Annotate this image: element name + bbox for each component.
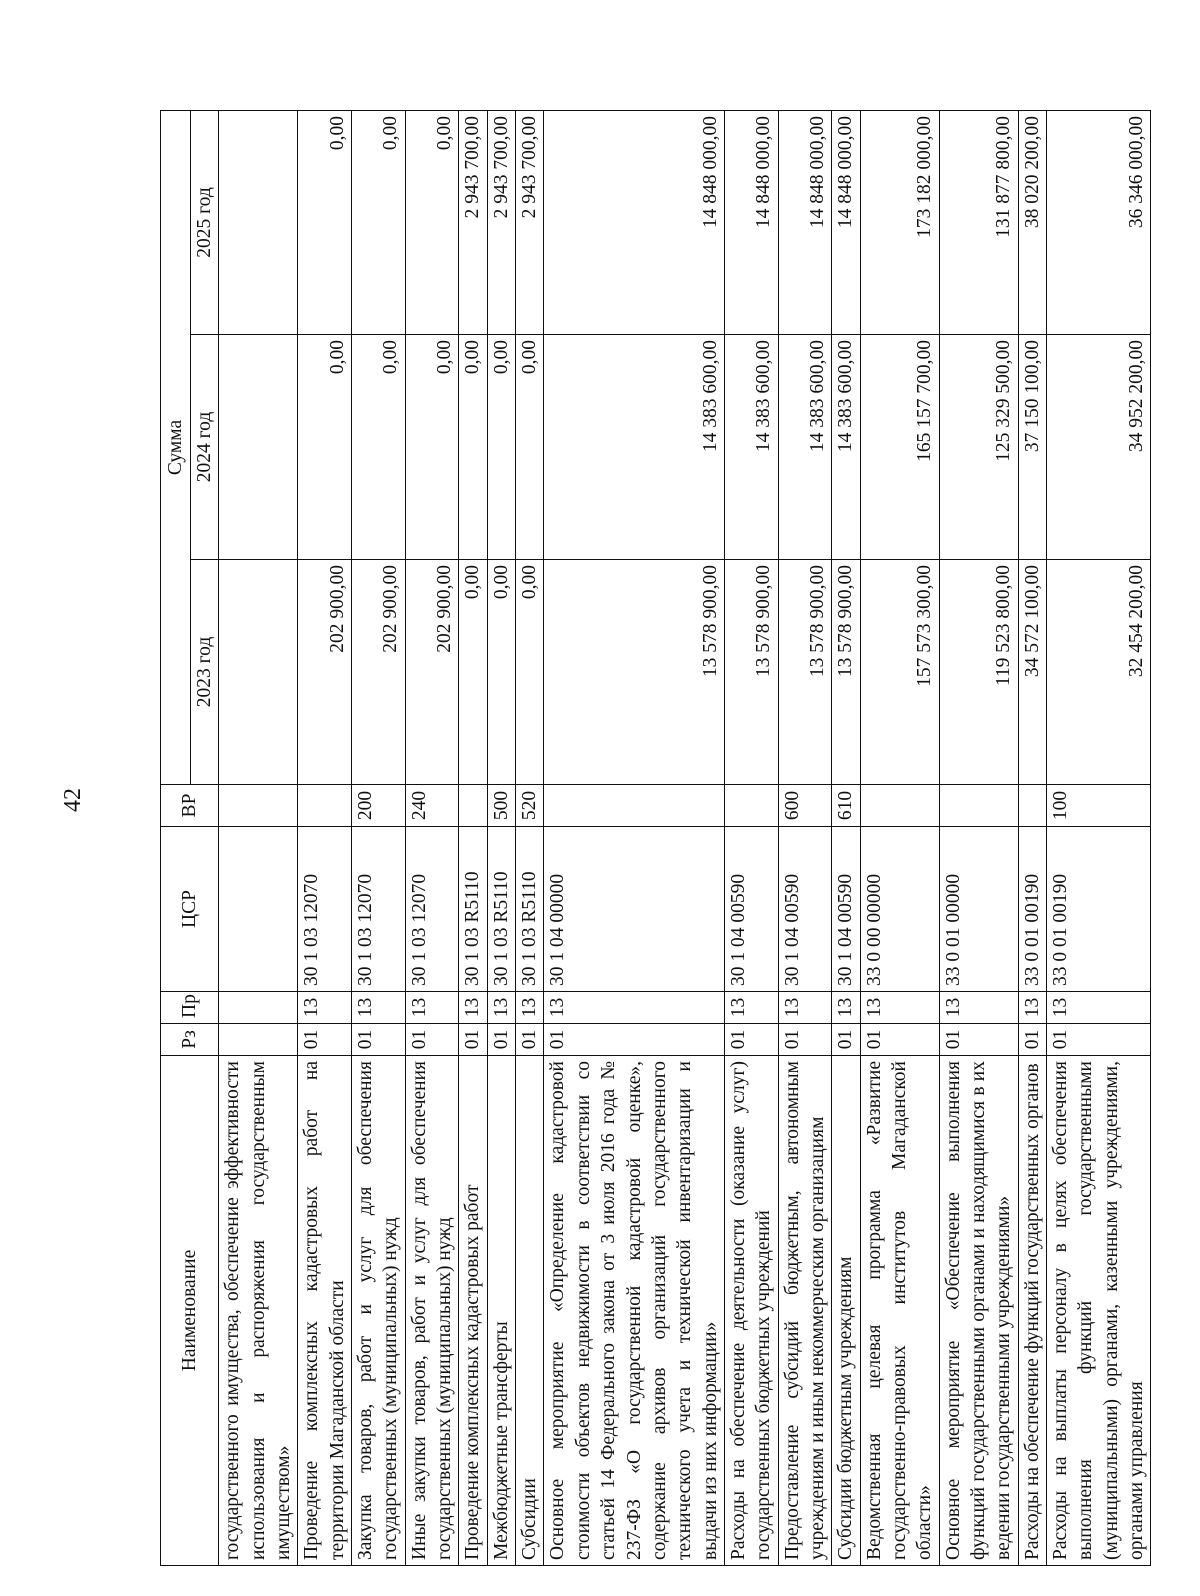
row-pr-cell: 13 bbox=[1047, 992, 1151, 1024]
row-csr-cell: 30 1 03 12070 bbox=[352, 827, 406, 992]
row-2025-cell: 38 020 200,00 bbox=[1018, 110, 1046, 334]
budget-table bbox=[160, 110, 1151, 1566]
table-row bbox=[405, 110, 459, 1565]
row-2024-cell: 0,00 bbox=[298, 335, 352, 560]
row-rz-cell: 01 bbox=[724, 1024, 778, 1056]
row-pr-cell bbox=[219, 992, 298, 1024]
row-rz-cell: 01 bbox=[860, 1024, 939, 1056]
header-sum: Сумма bbox=[161, 110, 191, 784]
row-rz-cell: 01 bbox=[544, 1024, 724, 1056]
row-pr-cell: 13 bbox=[405, 992, 459, 1024]
row-csr-cell: 33 0 01 00190 bbox=[1018, 827, 1046, 992]
row-csr-cell: 33 0 01 00190 bbox=[1047, 827, 1151, 992]
row-2024-cell: 0,00 bbox=[487, 335, 515, 560]
header-2023: 2023 год bbox=[191, 560, 219, 785]
row-2025-cell: 14 848 000,00 bbox=[544, 110, 724, 334]
row-2023-cell: 13 578 900,00 bbox=[544, 560, 724, 785]
row-rz-cell: 01 bbox=[405, 1024, 459, 1056]
row-name-cell: Межбюджетные трансферты bbox=[487, 1056, 515, 1566]
header-vr: ВР bbox=[161, 785, 219, 827]
row-rz-cell: 01 bbox=[778, 1024, 832, 1056]
row-vr-cell: 200 bbox=[352, 785, 406, 827]
row-pr-cell: 13 bbox=[544, 992, 724, 1024]
header-csr: ЦСР bbox=[161, 827, 219, 992]
row-pr-cell: 13 bbox=[298, 992, 352, 1024]
row-2023-cell: 32 454 200,00 bbox=[1047, 560, 1151, 785]
table-row bbox=[298, 110, 352, 1565]
row-pr-cell: 13 bbox=[939, 992, 1018, 1024]
row-rz-cell: 01 bbox=[1018, 1024, 1046, 1056]
table-row bbox=[1018, 110, 1046, 1565]
row-2024-cell: 0,00 bbox=[352, 335, 406, 560]
row-vr-cell: 600 bbox=[778, 785, 832, 827]
row-2023-cell: 34 572 100,00 bbox=[1018, 560, 1046, 785]
row-2024-cell: 0,00 bbox=[459, 335, 487, 560]
row-2023-cell: 13 578 900,00 bbox=[778, 560, 832, 785]
row-2024-cell: 37 150 100,00 bbox=[1018, 335, 1046, 560]
table-row bbox=[459, 110, 487, 1565]
row-2025-cell: 0,00 bbox=[405, 110, 459, 334]
row-vr-cell: 240 bbox=[405, 785, 459, 827]
table-row bbox=[860, 110, 939, 1565]
row-2025-cell: 14 848 000,00 bbox=[832, 110, 860, 334]
row-2025-cell: 131 877 800,00 bbox=[939, 110, 1018, 334]
row-vr-cell: 100 bbox=[1047, 785, 1151, 827]
table-row bbox=[219, 110, 298, 1565]
row-vr-cell bbox=[459, 785, 487, 827]
row-2023-cell: 202 900,00 bbox=[298, 560, 352, 785]
row-rz-cell: 01 bbox=[459, 1024, 487, 1056]
row-name-cell: Расходы на обеспечение функций государственных органов bbox=[1018, 1056, 1046, 1566]
row-name-cell: Расходы на выплаты персоналу в целях обеспечения выполнения функций государственными (муниципальными) органами, казенными учреждениями, органами управления bbox=[1047, 1056, 1151, 1566]
row-2025-cell: 14 848 000,00 bbox=[724, 110, 778, 334]
row-name-cell: Проведение комплексных кадастровых работ bbox=[459, 1056, 487, 1566]
row-rz-cell bbox=[219, 1024, 298, 1056]
row-vr-cell: 520 bbox=[516, 785, 544, 827]
row-2023-cell bbox=[219, 560, 298, 785]
row-rz-cell: 01 bbox=[1047, 1024, 1151, 1056]
row-name-cell: Основное мероприятие «Определение кадастровой стоимости объектов недвижимости в соответствии со статьей 14 Федерального закона от 3 июля 2016 года № 237-ФЗ «О государственной кадастровой оценке», содержание архивов организаций государственного технического учета и технической инвентаризации и выдачи из них информации» bbox=[544, 1056, 724, 1566]
row-csr-cell: 30 1 03 12070 bbox=[405, 827, 459, 992]
row-2024-cell: 14 383 600,00 bbox=[724, 335, 778, 560]
row-rz-cell: 01 bbox=[487, 1024, 515, 1056]
row-2025-cell: 0,00 bbox=[352, 110, 406, 334]
header-pr: Пр bbox=[161, 992, 219, 1024]
row-2024-cell bbox=[219, 335, 298, 560]
row-2024-cell: 14 383 600,00 bbox=[832, 335, 860, 560]
row-2025-cell: 2 943 700,00 bbox=[516, 110, 544, 334]
row-2024-cell: 0,00 bbox=[516, 335, 544, 560]
row-csr-cell: 30 1 03 R5110 bbox=[516, 827, 544, 992]
row-csr-cell: 33 0 00 00000 bbox=[860, 827, 939, 992]
table-row bbox=[544, 110, 724, 1565]
table-header bbox=[161, 110, 219, 1565]
row-csr-cell: 30 1 03 12070 bbox=[298, 827, 352, 992]
row-2025-cell: 14 848 000,00 bbox=[778, 110, 832, 334]
row-name-cell: Предоставление субсидий бюджетным, автономным учреждениям и иным некоммерческим организациям bbox=[778, 1056, 832, 1566]
row-vr-cell bbox=[939, 785, 1018, 827]
row-pr-cell: 13 bbox=[516, 992, 544, 1024]
table-row bbox=[939, 110, 1018, 1565]
row-csr-cell: 30 1 04 00590 bbox=[724, 827, 778, 992]
table-row bbox=[778, 110, 832, 1565]
table-row bbox=[832, 110, 860, 1565]
row-2025-cell: 173 182 000,00 bbox=[860, 110, 939, 334]
table-body bbox=[219, 110, 1151, 1565]
row-pr-cell: 13 bbox=[459, 992, 487, 1024]
row-2023-cell: 13 578 900,00 bbox=[832, 560, 860, 785]
row-rz-cell: 01 bbox=[832, 1024, 860, 1056]
page-number: 42 bbox=[60, 788, 86, 812]
row-2025-cell: 0,00 bbox=[298, 110, 352, 334]
row-vr-cell bbox=[298, 785, 352, 827]
row-2023-cell: 119 523 800,00 bbox=[939, 560, 1018, 785]
row-2023-cell: 0,00 bbox=[487, 560, 515, 785]
row-rz-cell: 01 bbox=[352, 1024, 406, 1056]
row-2025-cell: 2 943 700,00 bbox=[487, 110, 515, 334]
row-pr-cell: 13 bbox=[832, 992, 860, 1024]
row-2023-cell: 13 578 900,00 bbox=[724, 560, 778, 785]
row-2025-cell bbox=[219, 110, 298, 334]
row-rz-cell: 01 bbox=[939, 1024, 1018, 1056]
row-csr-cell: 30 1 04 00000 bbox=[544, 827, 724, 992]
row-csr-cell: 30 1 04 00590 bbox=[778, 827, 832, 992]
row-2023-cell: 157 573 300,00 bbox=[860, 560, 939, 785]
table-row bbox=[1047, 110, 1151, 1565]
row-csr-cell: 30 1 03 R5110 bbox=[459, 827, 487, 992]
table-row bbox=[724, 110, 778, 1565]
row-pr-cell: 13 bbox=[487, 992, 515, 1024]
row-2025-cell: 36 346 000,00 bbox=[1047, 110, 1151, 334]
row-csr-cell: 30 1 03 R5110 bbox=[487, 827, 515, 992]
row-pr-cell: 13 bbox=[778, 992, 832, 1024]
row-rz-cell: 01 bbox=[298, 1024, 352, 1056]
row-2024-cell: 0,00 bbox=[405, 335, 459, 560]
row-vr-cell: 500 bbox=[487, 785, 515, 827]
row-2023-cell: 202 900,00 bbox=[352, 560, 406, 785]
budget-table-rotated bbox=[160, 111, 1148, 1566]
row-vr-cell bbox=[724, 785, 778, 827]
row-2024-cell: 14 383 600,00 bbox=[544, 335, 724, 560]
row-pr-cell: 13 bbox=[352, 992, 406, 1024]
row-vr-cell bbox=[544, 785, 724, 827]
header-rz: Рз bbox=[161, 1024, 219, 1056]
row-2023-cell: 202 900,00 bbox=[405, 560, 459, 785]
row-vr-cell bbox=[219, 785, 298, 827]
row-vr-cell bbox=[860, 785, 939, 827]
header-name: Наименование bbox=[161, 1056, 219, 1566]
row-pr-cell: 13 bbox=[724, 992, 778, 1024]
row-vr-cell: 610 bbox=[832, 785, 860, 827]
row-rz-cell: 01 bbox=[516, 1024, 544, 1056]
header-2025: 2025 год bbox=[191, 110, 219, 334]
row-name-cell: Ведомственная целевая программа «Развитие государственно-правовых институтов Магаданской области» bbox=[860, 1056, 939, 1566]
row-2023-cell: 0,00 bbox=[516, 560, 544, 785]
row-csr-cell: 30 1 04 00590 bbox=[832, 827, 860, 992]
row-csr-cell: 33 0 01 00000 bbox=[939, 827, 1018, 992]
row-name-cell: государственного имущества, обеспечение эффективности использования и распоряжения государственным имуществом» bbox=[219, 1056, 298, 1566]
row-pr-cell: 13 bbox=[860, 992, 939, 1024]
row-name-cell: Проведение комплексных кадастровых работ на территории Магаданской области bbox=[298, 1056, 352, 1566]
row-2024-cell: 34 952 200,00 bbox=[1047, 335, 1151, 560]
row-pr-cell: 13 bbox=[1018, 992, 1046, 1024]
row-name-cell: Основное мероприятие «Обеспечение выполнения функций государственными органами и находящимися в их ведении государственными учреждениями» bbox=[939, 1056, 1018, 1566]
header-2024: 2024 год bbox=[191, 335, 219, 560]
row-2024-cell: 125 329 500,00 bbox=[939, 335, 1018, 560]
row-name-cell: Субсидии бюджетным учреждениям bbox=[832, 1056, 860, 1566]
row-name-cell: Закупка товаров, работ и услуг для обеспечения государственных (муниципальных) нужд bbox=[352, 1056, 406, 1566]
row-csr-cell bbox=[219, 827, 298, 992]
row-2024-cell: 14 383 600,00 bbox=[778, 335, 832, 560]
row-name-cell: Субсидии bbox=[516, 1056, 544, 1566]
row-2023-cell: 0,00 bbox=[459, 560, 487, 785]
row-name-cell: Иные закупки товаров, работ и услуг для обеспечения государственных (муниципальных) нужд bbox=[405, 1056, 459, 1566]
table-row bbox=[487, 110, 515, 1565]
row-name-cell: Расходы на обеспечение деятельности (оказание услуг) государственных бюджетных учреждений bbox=[724, 1056, 778, 1566]
table-row bbox=[516, 110, 544, 1565]
row-2025-cell: 2 943 700,00 bbox=[459, 110, 487, 334]
table-row bbox=[352, 110, 406, 1565]
row-2024-cell: 165 157 700,00 bbox=[860, 335, 939, 560]
row-vr-cell bbox=[1018, 785, 1046, 827]
